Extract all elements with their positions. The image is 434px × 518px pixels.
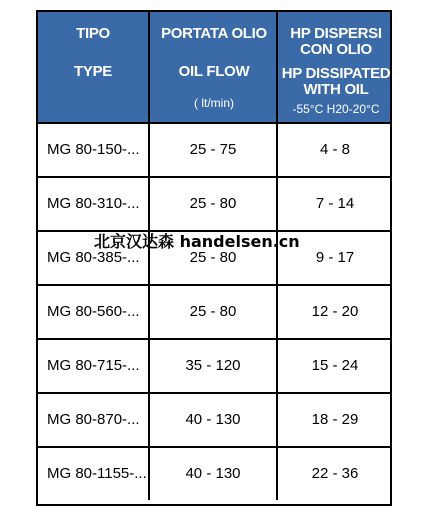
header-hp-unit: -55°C H20-20°C [292, 102, 380, 116]
table-header [38, 12, 390, 124]
table-body [38, 124, 390, 502]
cell-flow: 40 - 130 [148, 394, 276, 446]
header-flow-en: OIL FLOW [178, 63, 250, 80]
header-flow-it: PORTATA OLIO [161, 25, 267, 42]
header-type-en: TYPE [74, 63, 112, 80]
table-row [38, 448, 390, 502]
cell-type: MG 80-870-... [47, 411, 140, 428]
cell-type: MG 80-560-... [47, 303, 140, 320]
header-type-column [38, 12, 148, 122]
specs-table [36, 10, 392, 506]
cell-flow: 25 - 75 [148, 124, 276, 176]
table-row [38, 340, 390, 394]
table-row [38, 124, 390, 178]
cell-hp: 9 - 17 [276, 232, 392, 284]
header-hp-column [276, 12, 394, 122]
cell-type: MG 80-715-... [47, 357, 140, 374]
cell-hp: 18 - 29 [276, 394, 392, 446]
header-flow-column [148, 12, 278, 122]
header-hp-en-1: HP DISSIPATED [281, 65, 391, 82]
cell-type: MG 80-310-... [47, 195, 140, 212]
cell-hp: 12 - 20 [276, 286, 392, 338]
cell-flow: 40 - 130 [148, 448, 276, 500]
cell-hp: 7 - 14 [276, 178, 392, 230]
cell-type: MG 80-150-... [47, 141, 140, 158]
cell-flow: 25 - 80 [148, 286, 276, 338]
header-hp-it-2: CON OLIO [300, 41, 372, 58]
cell-hp: 22 - 36 [276, 448, 392, 500]
table-row [38, 394, 390, 448]
cell-flow: 35 - 120 [148, 340, 276, 392]
watermark-text: 北京汉达森 handelsen.cn [94, 232, 300, 251]
header-hp-it-1: HP DISPERSI [290, 25, 382, 42]
cell-hp: 4 - 8 [276, 124, 392, 176]
cell-flow: 25 - 80 [148, 178, 276, 230]
header-flow-unit: ( lt/min) [194, 96, 234, 110]
cell-flow: 25 - 80 [148, 232, 276, 284]
cell-type: MG 80-1155-... [47, 465, 147, 482]
table-row [38, 178, 390, 232]
header-type-it: TIPO [76, 25, 110, 42]
table-row [38, 286, 390, 340]
cell-type: MG 80-385-... [47, 249, 140, 266]
cell-hp: 15 - 24 [276, 340, 392, 392]
header-hp-en-2: WITH OIL [303, 81, 369, 98]
